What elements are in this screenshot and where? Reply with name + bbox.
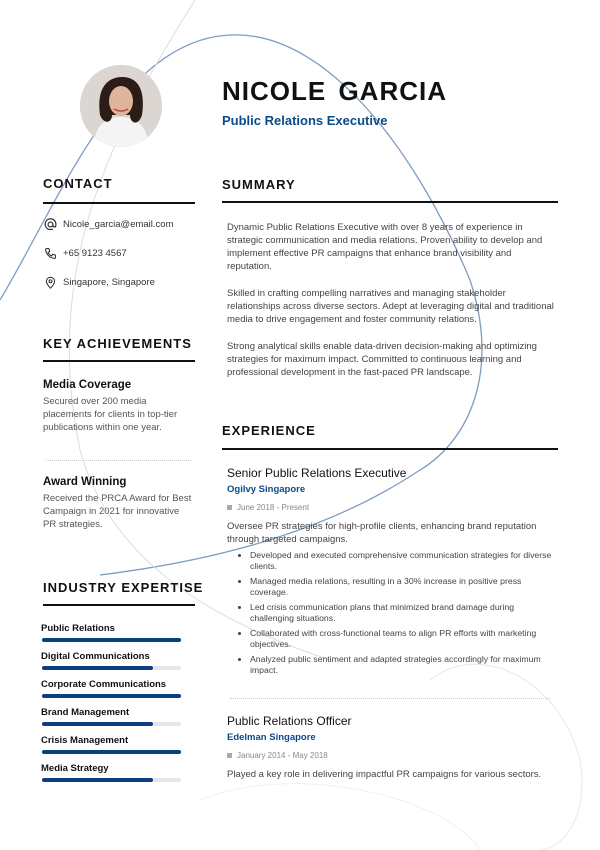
- job-bullets: • Developed and executed comprehensive communication strategies for diverse clients. • Managed media relations, resulting in a 30% increase in positive press coverage. • Led crisis communication plans that minimized brand damage during challenging situations. • Collaborated with cross-functional teams to align PR efforts with marketing objectives. • Analyzed public sentiment and adapted strategies accordingly for maximum impact.: [250, 550, 557, 676]
- summary-paragraph: Skilled in crafting compelling narratives and managing stakeholder relationships across diverse sectors. Adept at leveraging digital and traditional media to drive engagement and foster community relations.: [227, 288, 554, 325]
- contact-phone: +65 9123 4567: [44, 247, 127, 260]
- skill-item: [41, 763, 183, 782]
- job-description: Played a key role in delivering impactful PR campaigns for various sectors.: [227, 769, 542, 780]
- skill-bar-fill: [42, 666, 153, 670]
- summary-paragraph: Dynamic Public Relations Executive with over 8 years of experience in strategic communication and media relations. Proven ability to develop and implement effective PR campaigns that enhance brand visibility and reputation.: [227, 222, 543, 272]
- skill-label: Digital Communications: [41, 651, 150, 662]
- contact-location: Singapore, Singapore: [44, 276, 155, 289]
- skill-item: [41, 707, 183, 726]
- skill-bar: [42, 694, 181, 698]
- skill-bar: [42, 778, 181, 782]
- job-company: Ogilvy Singapore: [227, 484, 306, 495]
- achievement-item: Media Coverage Secured over 200 media placements for clients in top-tier publications within one year.: [43, 379, 178, 433]
- skill-bar: [42, 666, 181, 670]
- skill-label: Corporate Communications: [41, 679, 167, 690]
- skill-label: Public Relations: [41, 623, 115, 634]
- skill-bar: [42, 722, 181, 726]
- contact-email: Nicole_garcia@email.com: [44, 218, 174, 231]
- candidate-name: NICOLE GARCIA: [222, 76, 447, 106]
- job-role: Public Relations Officer: [227, 714, 352, 728]
- divider: [43, 202, 195, 204]
- job-entry: [227, 714, 557, 781]
- skill-bar: [42, 638, 181, 642]
- divider: [230, 698, 550, 699]
- achievements-heading: KEY ACHIEVEMENTS: [43, 336, 192, 351]
- summary-paragraph: Strong analytical skills enable data-driven decision-making and optimizing strategies for maximum impact. Committed to continuous learning and professional development in the fast-paced PR landscape.: [227, 341, 537, 378]
- divider: [43, 604, 195, 606]
- skill-bar: [42, 750, 181, 754]
- job-role: Senior Public Relations Executive: [227, 466, 407, 480]
- location-pin-icon: [44, 276, 57, 289]
- achievement-item: Award Winning Received the PRCA Award for Best Campaign in 2021 for innovative PR strategies.: [43, 476, 192, 530]
- divider: [222, 448, 558, 450]
- skill-bar-fill: [42, 750, 181, 754]
- skill-bar-fill: [42, 722, 153, 726]
- job-description: Oversee PR strategies for high-profile clients, enhancing brand reputation through targeted campaigns.: [227, 521, 537, 545]
- at-icon: [44, 218, 57, 231]
- skill-item: [41, 651, 183, 670]
- job-dates: January 2014 - May 2018: [227, 751, 557, 760]
- job-company: Edelman Singapore: [227, 732, 316, 743]
- skill-label: Media Strategy: [41, 763, 109, 774]
- calendar-icon: [227, 753, 232, 758]
- job-entry: [227, 466, 557, 676]
- job-dates: June 2018 - Present: [227, 503, 557, 512]
- skill-bar-fill: [42, 778, 153, 782]
- skill-item: [41, 679, 183, 698]
- divider: [43, 360, 195, 362]
- expertise-heading: INDUSTRY EXPERTISE: [43, 580, 204, 595]
- skill-item: [41, 623, 183, 642]
- skill-item: [41, 735, 183, 754]
- skill-label: Crisis Management: [41, 735, 129, 746]
- divider: [222, 201, 558, 203]
- skill-label: Brand Management: [41, 707, 130, 718]
- calendar-icon: [227, 505, 232, 510]
- experience-heading: EXPERIENCE: [222, 423, 316, 438]
- summary-heading: SUMMARY: [222, 177, 296, 192]
- skill-bar-fill: [42, 638, 181, 642]
- contact-heading: CONTACT: [43, 176, 113, 191]
- phone-icon: [44, 247, 57, 260]
- skill-bar-fill: [42, 694, 181, 698]
- divider: [46, 460, 191, 461]
- candidate-title: Public Relations Executive: [222, 113, 388, 128]
- avatar: [80, 65, 162, 147]
